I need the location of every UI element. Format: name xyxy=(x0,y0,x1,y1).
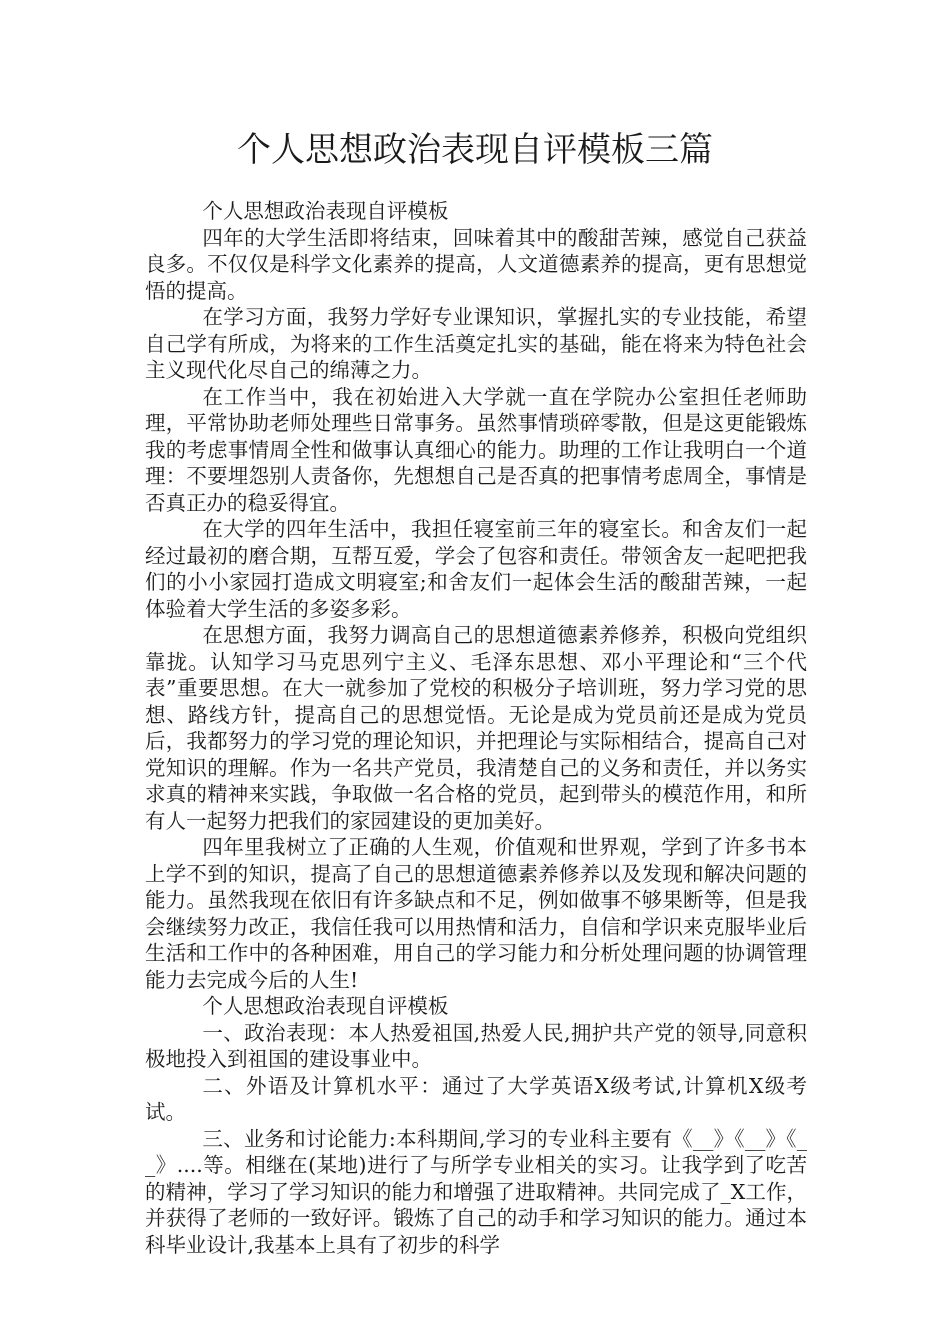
section-heading: 个人思想政治表现自评模板 xyxy=(202,199,449,223)
paragraph: 在大学的四年生活中，我担任寝室前三年的寝室长。和舍友们一起经过最初的磨合期，互帮互爱，学会了包容和责任。带领舍友一起吧把我们的小小家园打造成文明寝室;和舍友们一起体会生活的酸甜苦辣，一起体验着大学生活的多姿多彩。 xyxy=(145,517,807,621)
section-heading: 个人思想政治表现自评模板 xyxy=(202,994,449,1018)
paragraph: 四年的大学生活即将结束，回味着其中的酸甜苦辣，感觉自己获益良多。不仅仅是科学文化素养的提高，人文道德素养的提高，更有思想觉悟的提高。 xyxy=(145,225,807,303)
paragraph: 二、外语及计算机水平：通过了大学英语X级考试,计算机X级考试。 xyxy=(145,1073,807,1124)
paragraph: 在学习方面，我努力学好专业课知识，掌握扎实的专业技能，希望自己学有所成，为将来的工作生活奠定扎实的基础，能在将来为特色社会主义现代化尽自己的绵薄之力。 xyxy=(145,305,807,382)
paragraph: 一、政治表现：本人热爱祖国,热爱人民,拥护共产党的领导,同意积极地投入到祖国的建设事业中。 xyxy=(145,1020,807,1071)
document-body xyxy=(145,198,807,1258)
document-title: 个人思想政治表现自评模板三篇 xyxy=(237,130,713,170)
paragraph: 三、业务和讨论能力:本科期间,学习的专业科主要有《__》《__》《__》....等。相继在(某地)进行了与所学专业相关的实习。让我学到了吃苦的精神，学习了学习知识的能力和增强了进取精神。共同完成了_X工作，并获得了老师的一致好评。锻炼了自己的动手和学习知识的能力。通过本科毕业设计,我基本上具有了初步的科学 xyxy=(145,1126,807,1257)
paragraph: 在工作当中，我在初始进入大学就一直在学院办公室担任老师助理，平常协助老师处理些日常事务。虽然事情琐碎零散，但是这更能锻炼我的考虑事情周全性和做事认真细心的能力。助理的工作让我明白一个道理：不要埋怨别人责备你，先想想自己是否真的把事情考虑周全，事情是否真正办的稳妥得宜。 xyxy=(145,384,807,515)
paragraph: 在思想方面，我努力调高自己的思想道德素养修养，积极向党组织靠拢。认知学习马克思列宁主义、毛泽东思想、邓小平理论和“三个代表”重要思想。在大一就参加了党校的积极分子培训班，努力学习党的思想、路线方针，提高自己的思想觉悟。无论是成为党员前还是成为党员后，我都努力的学习党的理论知识，并把理论与实际相结合，提高自己对党知识的理解。作为一名共产党员，我清楚自己的义务和责任，并以务实求真的精神来实践，争取做一名合格的党员，起到带头的模范作用，和所有人一起努力把我们的家园建设的更加美好。 xyxy=(145,623,807,833)
paragraph: 四年里我树立了正确的人生观，价值观和世界观，学到了许多书本上学不到的知识，提高了自己的思想道德素养修养以及发现和解决问题的能力。虽然我现在依旧有许多缺点和不足，例如做事不够果断等，但是我会继续努力改正，我信任我可以用热情和活力，自信和学识来克服毕业后生活和工作中的各种困难，用自己的学习能力和分析处理问题的协调管理能力去完成今后的人生! xyxy=(145,835,807,992)
